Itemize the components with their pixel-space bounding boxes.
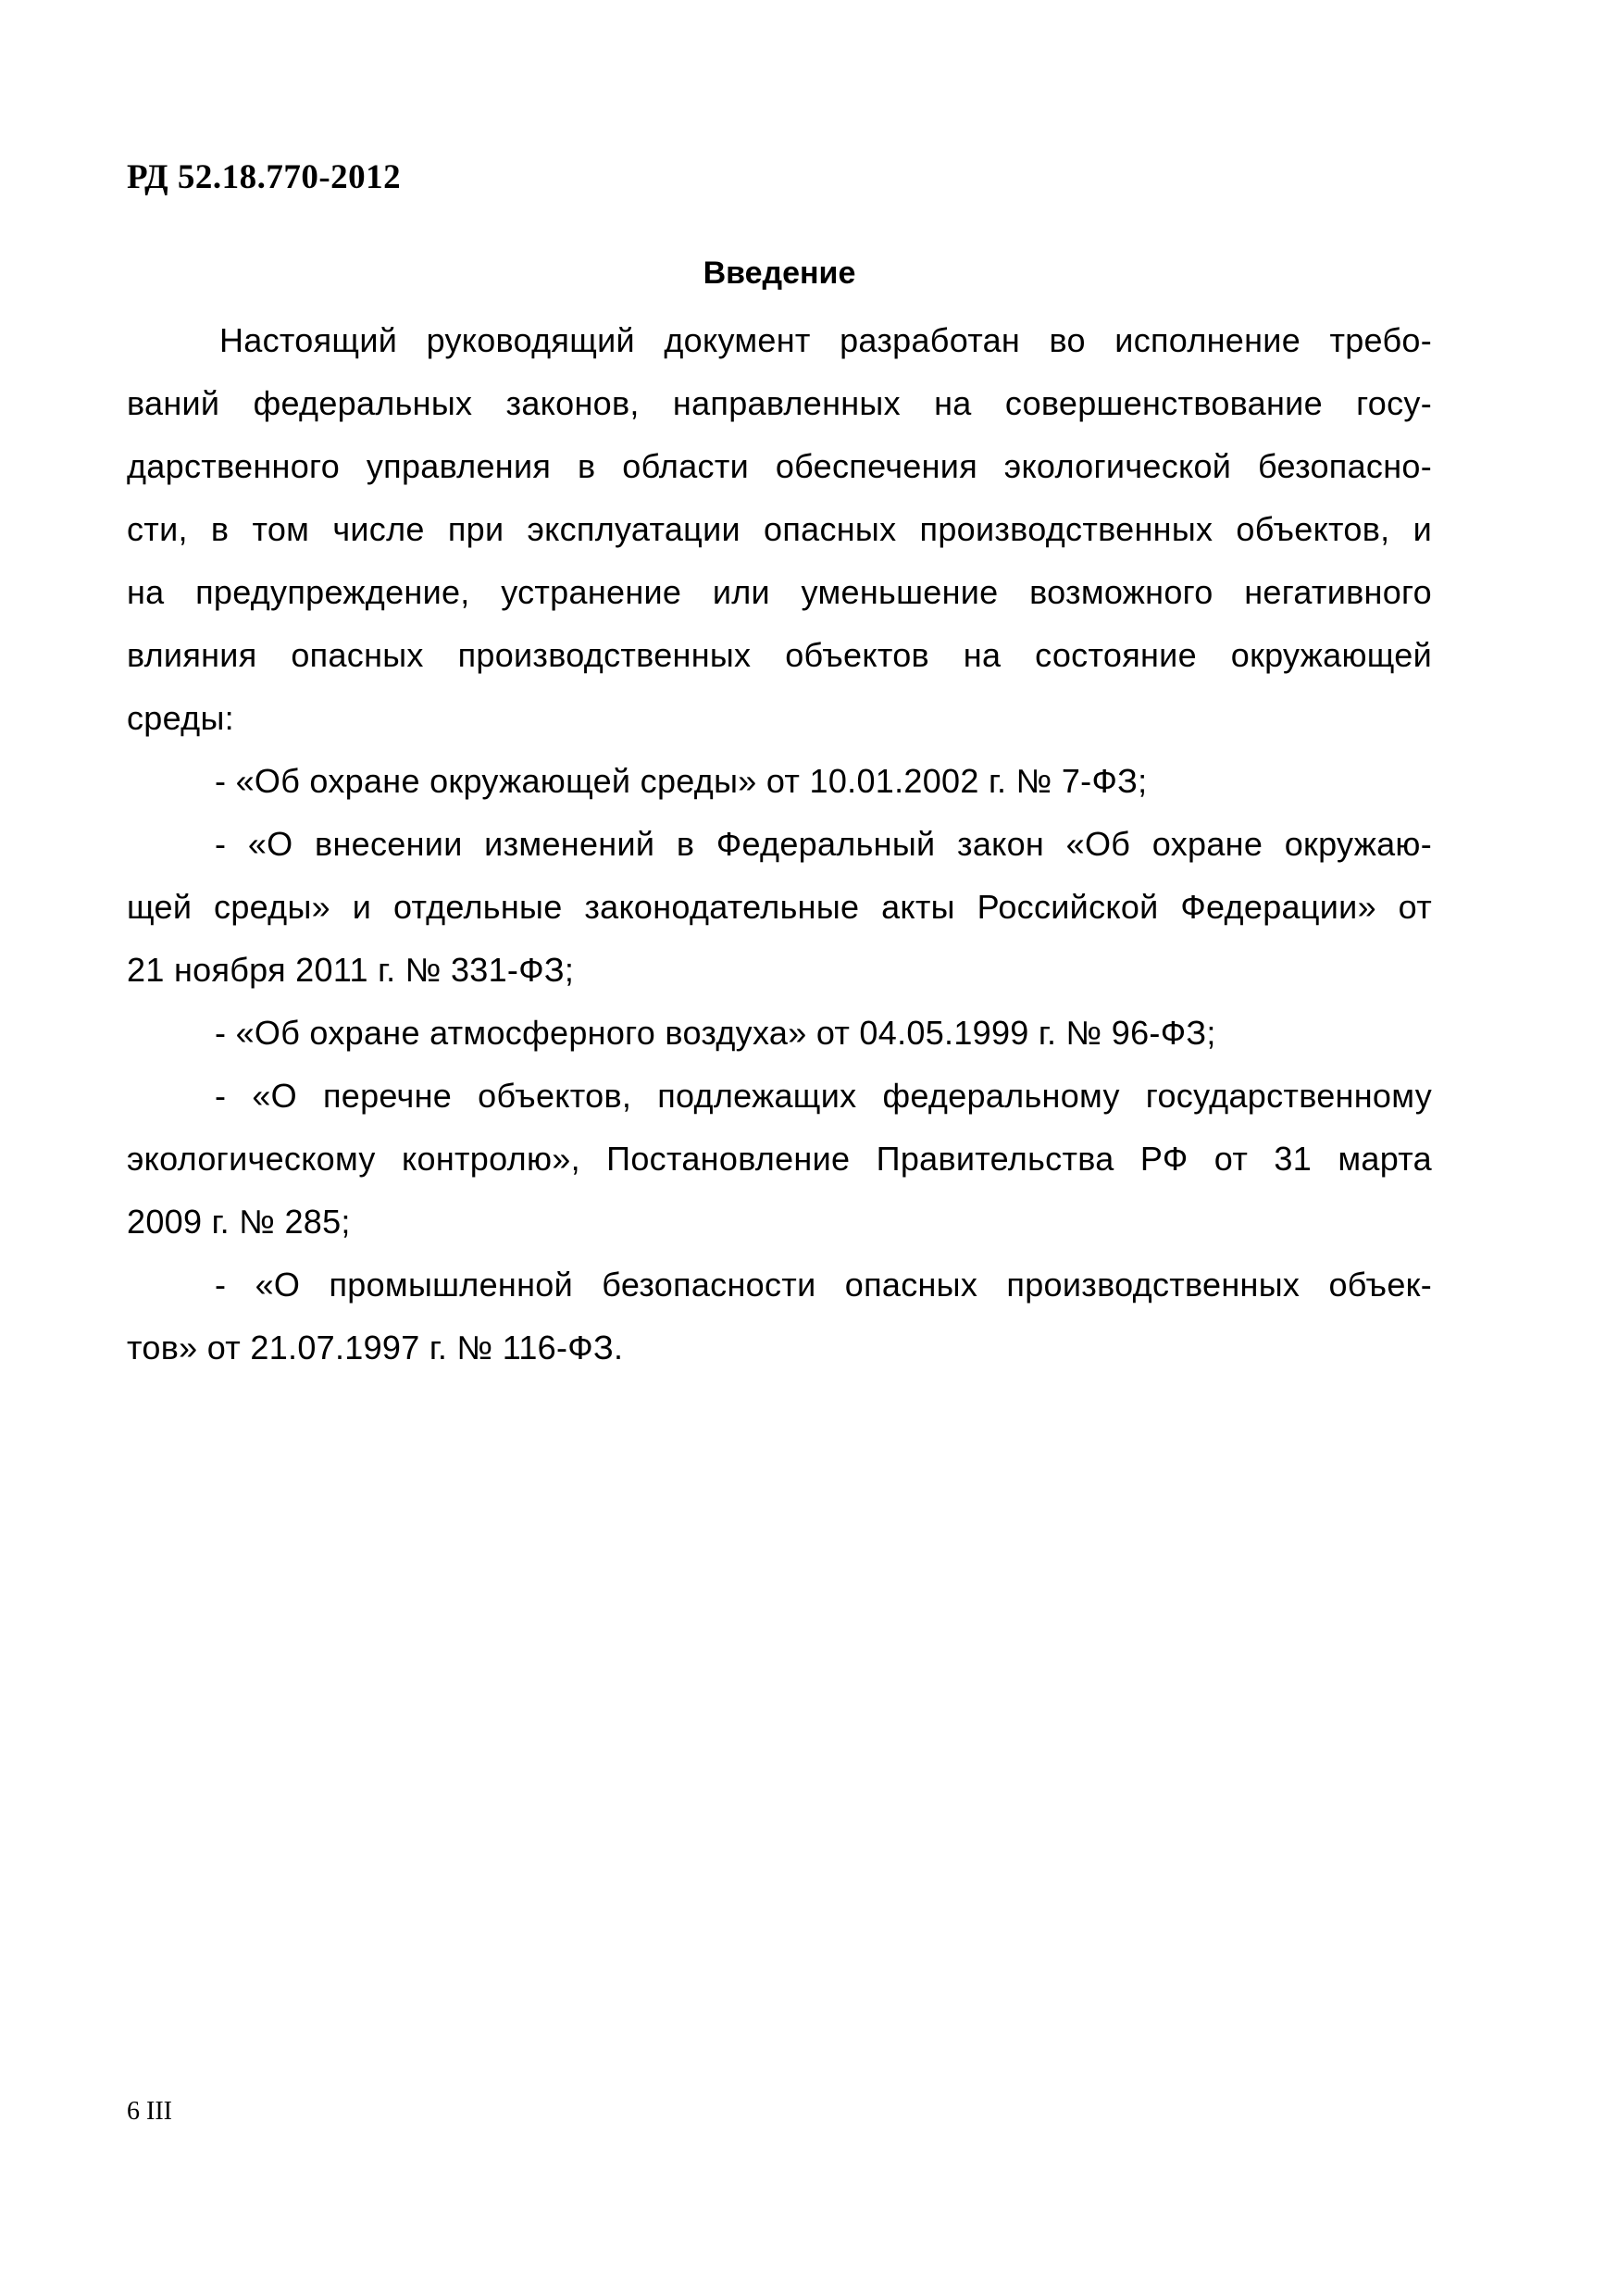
law-item [127,1254,1432,1379]
law-line: - «Об охране окружающей среды» от 10.01.2002 г. № 7-ФЗ; [215,762,1148,800]
document-body [127,309,1432,1379]
law-item [127,1065,1432,1254]
intro-line: на предупреждение, устранение или уменьшение возможного негативного [127,573,1432,611]
law-item [127,1002,1432,1065]
intro-line: Настоящий руководящий документ разработан во исполнение требо- [219,321,1432,359]
intro-line: сти, в том числе при эксплуатации опасных производственных объектов, и [127,510,1432,548]
law-line: - «Об охране атмосферного воздуха» от 04.05.1999 г. № 96-ФЗ; [215,1014,1216,1052]
law-line: 21 ноября 2011 г. № 331-ФЗ; [127,951,575,989]
law-line: 2009 г. № 285; [127,1203,351,1241]
intro-paragraph [127,309,1432,750]
law-line: тов» от 21.07.1997 г. № 116-ФЗ. [127,1329,624,1366]
intro-line: ваний федеральных законов, направленных на совершенствование госу- [127,384,1432,422]
law-item [127,750,1432,813]
law-line: - «О перечне объектов, подлежащих федеральному государственному [215,1077,1432,1115]
intro-line: дарственного управления в области обеспечения экологической безопасно- [127,447,1432,485]
page-number: 6 III [127,2097,172,2126]
intro-line: среды: [127,699,234,737]
document-code: РД 52.18.770-2012 [127,158,402,196]
law-list [127,750,1432,1379]
law-line: экологическому контролю», Постановление Правительства РФ от 31 марта [127,1140,1432,1178]
law-item [127,813,1432,1002]
law-line: щей среды» и отдельные законодательные акты Российской Федерации» от [127,888,1432,926]
law-line: - «О промышленной безопасности опасных производственных объек- [215,1266,1432,1304]
intro-line: влияния опасных производственных объектов на состояние окружающей [127,636,1432,674]
law-line: - «О внесении изменений в Федеральный закон «Об охране окружаю- [215,825,1432,863]
section-title: Введение [703,256,856,291]
